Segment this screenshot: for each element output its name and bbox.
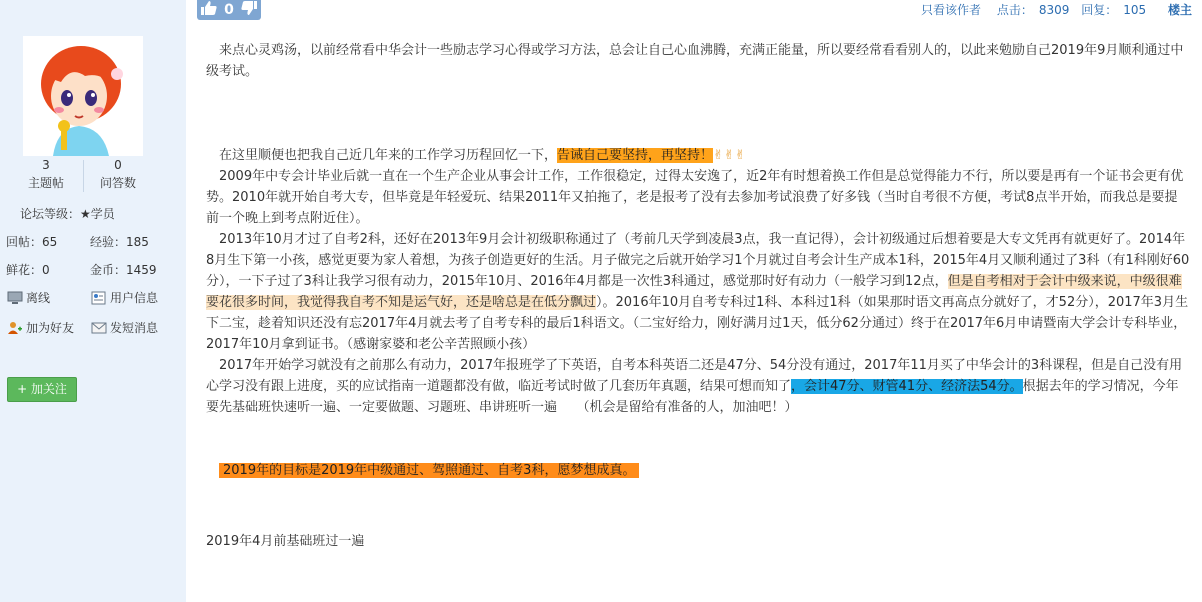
posts-label: 回帖： [6, 235, 43, 249]
replies-value: 105 [1123, 3, 1147, 17]
answers-stat[interactable] [88, 158, 148, 191]
post-meta-bar [915, 1, 1192, 18]
post-paragraph-7 [206, 531, 1190, 552]
user-info-link[interactable] [91, 289, 158, 306]
avatar-image [23, 36, 143, 156]
add-friend-link[interactable] [7, 319, 74, 336]
flowers-label: 鲜花： [6, 263, 43, 277]
highlight-persist: 告诫自己要坚持，再坚持！ [557, 148, 714, 163]
user-sidebar [0, 0, 186, 602]
posts-stat [6, 233, 57, 250]
paragraph-3-text: 2009年中专会计毕业后就一直在一个生产企业从事会计工作，工作很稳定，过得太安逸了，近2年有时想着换工作但是总觉得能力不行，所以要是再有一个证书会更有优势。2010年就开始自考大专，但毕竟是年轻爱玩、结果2011年又拍拖了，老是报考了没有去参加考试浪费了好多钱（当时自考很不方便，考试8点半开始，而我总是要提前一个晚上到考点附近住）。 [206, 169, 1184, 226]
exp-value: 185 [126, 235, 149, 249]
posts-value: 65 [42, 235, 58, 249]
like-button[interactable] [197, 0, 261, 20]
offline-label: 离线 [26, 291, 51, 305]
clicks-value: 8309 [1038, 3, 1070, 17]
offline-status [7, 289, 50, 306]
post-paragraph-3 [206, 166, 1190, 229]
highlight-self-exam: 但是自考相对于会计中级来说，中级很难要花很多时间，我觉得我自考不知是运气好，还是啥总是在低分飘过 [206, 274, 1182, 310]
topics-stat[interactable] [16, 158, 76, 191]
monitor-icon [7, 291, 23, 305]
profile-card-icon [91, 291, 107, 305]
add-friend-label: 加为好友 [26, 321, 75, 335]
post-paragraph-2 [206, 145, 1190, 166]
coins-stat [90, 261, 157, 278]
flowers-value: 0 [42, 263, 50, 277]
paragraph-1-text: 来点心灵鸡汤，以前经常看中华会计一些励志学习心得或学习方法，总会让自己心血沸腾，充满正能量，所以要经常看看别人的，以此来勉励自己2019年9月顺利通过中级考试。 [206, 43, 1184, 79]
paragraph-2-text: 在这里顺便也把我自己近几年来的工作学习历程回忆一下， [219, 148, 558, 163]
paragraph-4-text-b: ）。2016年10月自考专科过1科、本科过1科（如果那时语文再高点分就好了，才52分），2017年3月生下二宝，趁着知识还没有忘2017年4月就去考了自考专科的最后1科语文。（二宝好给力，刚好满月过1天，低分62分通过）终于在2017年6月申请暨南大学会计专科毕业，2017年10月拿到证书。（感谢家婆和老公辛苦照顾小孩） [206, 295, 1189, 352]
only-author-link[interactable]: 只看该作者 [921, 3, 982, 17]
stat-divider [83, 160, 84, 192]
highlight-scores: ，会计47分、财管41分、经济法54分。 [791, 379, 1023, 394]
post-paragraph-5 [206, 355, 1190, 418]
paragraph-4-text-a: 2013年10月才过了自考2科，还好在2013年9月会计初级职称通过了（考前几天学到凌晨3点，我一直记得），会计初级通过后想着要是大专文凭再有就更好了。2014年8月生下第一小孩，感觉更要为家人着想，为孩子创造更好的生活。月子做完之后就开始学习1个月就过自考会计生产成本1科，2015年4月又顺利通过了3科（有1科刚好60分），一下子过了3科让我学习很有动力，2015年10月、2016年4月都是一次性3科通过，感觉那时好有动力（一般学习到12点， [206, 232, 1190, 289]
add-friend-icon [7, 321, 23, 335]
send-message-label: 发短消息 [110, 321, 159, 335]
exp-label: 经验： [90, 235, 127, 249]
send-message-link[interactable] [91, 319, 158, 336]
post-content [206, 40, 1190, 552]
like-count: 0 [224, 2, 234, 18]
user-info-label: 用户信息 [110, 291, 159, 305]
clicks-label: 点击： [996, 3, 1033, 17]
follow-button[interactable]: + 加关注 [7, 377, 77, 402]
post-paragraph-goal [206, 460, 1190, 481]
envelope-icon [91, 321, 107, 335]
coins-value: 1459 [126, 263, 157, 277]
paragraph-5-text-a: 2017年开始学习就没有之前那么有动力，2017年报班学了下英语，自考本科英语二还是47分、54分没有通过，2017年11月买了中华会计的3科课程，但是自己没有用心学习没有跟上进度，买的应试指南一道题都没有做，临近考试时做了几套历年真题，结果可想而知了 [206, 358, 1183, 394]
level-value: ★学员 [80, 207, 115, 221]
topics-count: 3 [42, 158, 50, 172]
clicks-stat [991, 3, 1070, 17]
answers-count: 0 [114, 158, 122, 172]
answers-label: 问答数 [99, 176, 136, 190]
post-paragraph-4 [206, 229, 1190, 355]
avatar[interactable] [23, 36, 143, 156]
replies-label: 回复： [1081, 3, 1118, 17]
post-paragraph-1 [206, 40, 1190, 82]
thumbs-up-icon [201, 1, 217, 19]
flowers-stat [6, 261, 50, 278]
coins-label: 金币： [90, 263, 127, 277]
level-label: 论坛等级： [20, 207, 81, 221]
forum-level [20, 205, 115, 222]
floor-label: 楼主 [1167, 3, 1192, 17]
victory-emoji: ✌✌✌ [713, 148, 746, 163]
paragraph-7-text: 2019年4月前基础班过一遍 [206, 534, 365, 549]
goal-highlight: 2019年的目标是2019年中级通过、驾照通过、自考3科，愿梦想成真。 [219, 463, 639, 478]
exp-stat [90, 233, 149, 250]
paragraph-5-text-b: 根据去年的学习情况，今年要先基础班快速听一遍、一定要做题、习题班、串讲班听一遍 （机会是留给有准备的人，加油吧！） [206, 379, 1179, 415]
topics-label: 主题帖 [27, 176, 64, 190]
thumbs-down-icon[interactable] [241, 1, 257, 19]
replies-stat [1075, 3, 1146, 17]
